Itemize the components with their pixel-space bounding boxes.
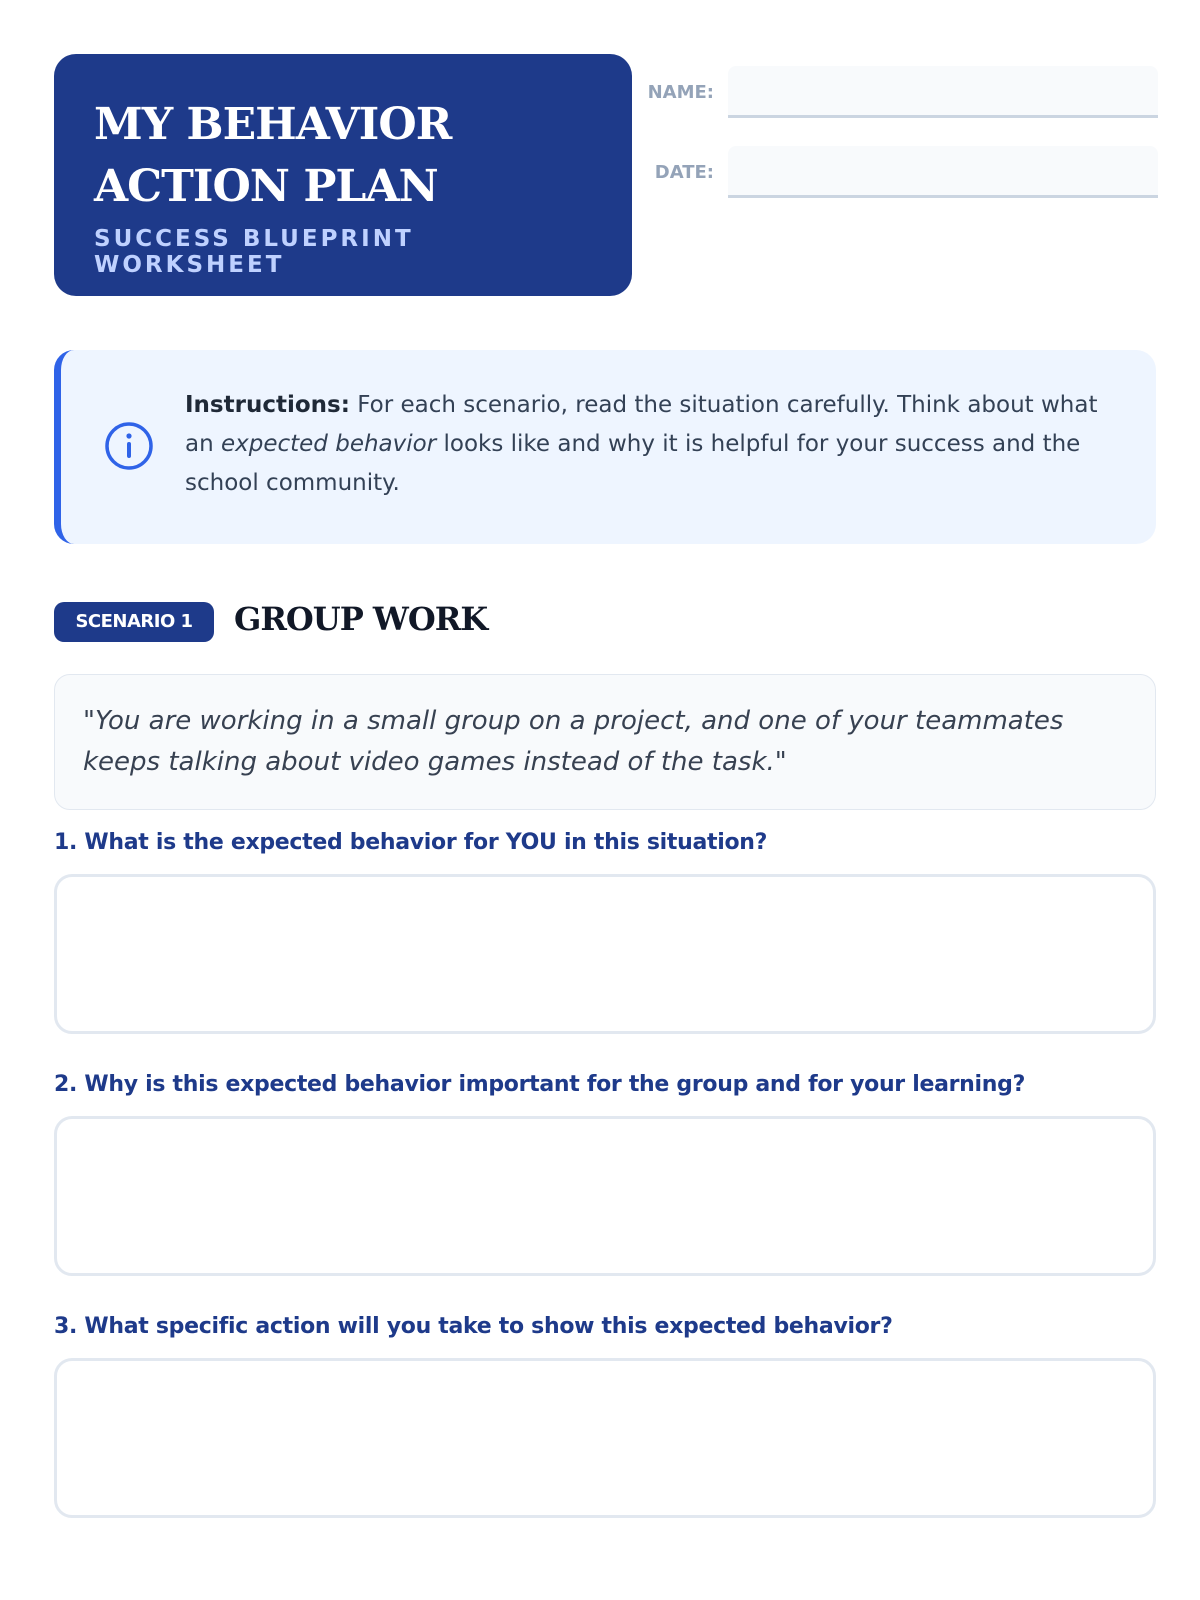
question-3-answer[interactable] xyxy=(54,1358,1156,1518)
scenario-title: GROUP WORK xyxy=(234,600,488,638)
question-2-answer[interactable] xyxy=(54,1116,1156,1276)
name-input[interactable] xyxy=(728,66,1158,118)
page-subtitle: SUCCESS BLUEPRINT WORKSHEET xyxy=(94,226,414,278)
name-label: NAME: xyxy=(647,82,714,103)
title-card xyxy=(54,54,632,296)
scenario-badge: SCENARIO 1 xyxy=(54,602,214,642)
instructions-text-after: looks like and why it is helpful for your success and the school community. xyxy=(185,431,1081,496)
date-field-row xyxy=(644,146,1156,226)
question-2-label: 2. Why is this expected behavior important for the group and for your learning? xyxy=(54,1072,1026,1097)
instructions-box xyxy=(54,350,1156,544)
instructions-text xyxy=(185,386,1105,503)
page-title-line-1: MY BEHAVIOR xyxy=(94,99,452,150)
question-3-label: 3. What specific action will you take to show this expected behavior? xyxy=(54,1314,893,1339)
info-icon xyxy=(103,420,155,472)
question-1-answer[interactable] xyxy=(54,874,1156,1034)
instructions-text-before: For each scenario, read the situation carefully. Think about what an xyxy=(185,392,1098,457)
name-field-row xyxy=(644,66,1156,146)
student-info-fields xyxy=(644,66,1156,226)
instructions-lead: Instructions: xyxy=(185,392,350,418)
date-label: DATE: xyxy=(654,162,714,183)
scenario-quote: "You are working in a small group on a project, and one of your teammates keeps talking about video games instead of the task." xyxy=(54,674,1156,810)
instructions-emphasis: expected behavior xyxy=(220,431,437,457)
question-1-label: 1. What is the expected behavior for YOU in this situation? xyxy=(54,830,768,855)
date-input[interactable] xyxy=(728,146,1158,198)
page-title-line-2: ACTION PLAN xyxy=(94,161,438,212)
